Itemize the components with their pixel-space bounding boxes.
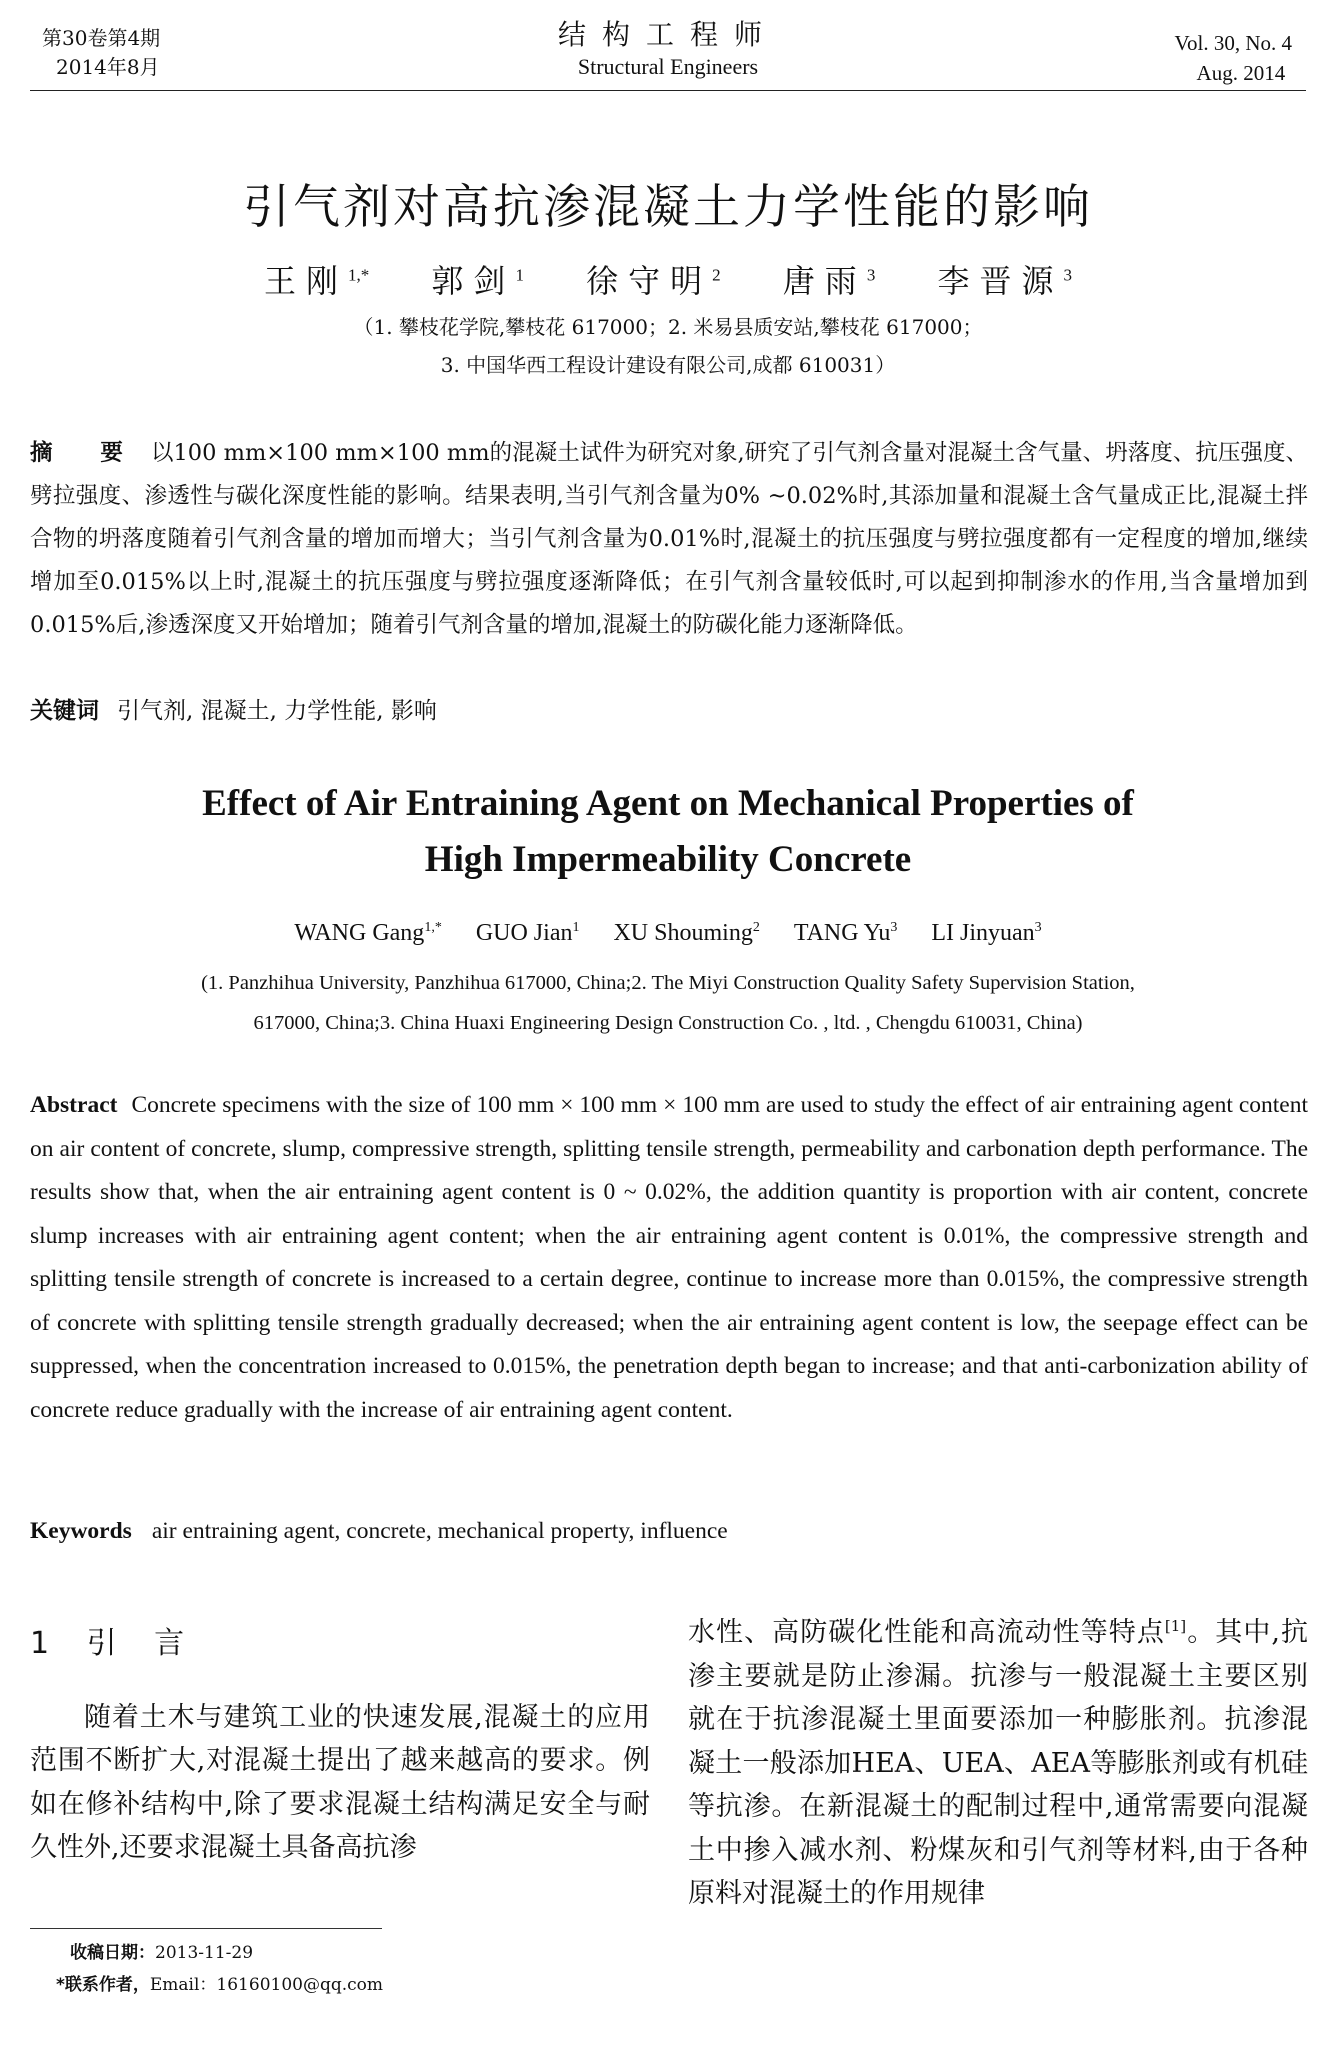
- affiliation-line: (1. Panzhihua University, Panzhihua 617000, China;2. The Miyi Construction Quality Safety Supervision Station,: [201, 972, 1135, 994]
- keywords-en: [30, 1518, 1308, 1545]
- abstract-cn-label: 摘 要: [30, 440, 143, 466]
- footnote-author: *联系作者，Email：16160100@qq.com: [56, 1975, 384, 1995]
- journal-name-cn: 结构工程师: [557, 18, 778, 51]
- affiliation-line: （1. 攀枝花学院,攀枝花 617000；2. 米易县质安站,攀枝花 617000；: [353, 315, 983, 339]
- header-right: [1175, 28, 1292, 88]
- authors-cn: [0, 256, 1336, 302]
- title-cn: 引气剂对高抗渗混凝土力学性能的影响: [243, 180, 1093, 235]
- header-center: [30, 18, 1306, 82]
- author-en: TANG Yu$^3$: [793, 920, 898, 946]
- date-cn: 2014年8月: [56, 55, 160, 79]
- author-cn: 李晋源$^3$: [937, 262, 1072, 300]
- footnote-rule: [30, 1928, 382, 1929]
- author-cn: 郭剑$^1$: [431, 262, 524, 300]
- journal-header: [30, 18, 1306, 91]
- keywords-en-text: air entraining agent, concrete, mechanical property, influence: [151, 1518, 728, 1544]
- date-en: Aug. 2014: [1196, 61, 1286, 85]
- body-paragraph: 随着土木与建筑工业的快速发展,混凝土的应用范围不断扩大,对混凝土提出了越来越高的要求。例如在修补结构中,除了要求混凝土结构满足安全与耐久性外,还要求混凝土具备高抗渗: [30, 1701, 650, 1863]
- affiliation-line: 617000, China;3. China Huaxi Engineering Design Construction Co. , ltd. , Chengdu 610031, China): [253, 1012, 1083, 1034]
- keywords-cn-label: 关键词: [30, 698, 99, 724]
- section-heading: 1 引 言: [30, 1626, 199, 1661]
- abstract-cn: [30, 432, 1308, 647]
- author-en: WANG Gang$^{1,*}$: [294, 920, 442, 946]
- abstract-en: [30, 1084, 1308, 1432]
- abstract-en-text: Concrete specimens with the size of 100 mm × 100 mm × 100 mm are used to study the effect of air entraining agent content on air content of concrete, slump, compressive strength, splitting tensile strength, permeability and carbonation depth performance. The results show that, when the air entraining agent content is 0 ~ 0.02%, the addition quantity is proportion with air content, concrete slump increases with air entraining agent content; when the air entraining agent content is 0.01%, the compressive strength and splitting tensile strength of concrete is increased to a certain degree, continue to increase more than 0.015%, the compressive strength of concrete with splitting tensile strength gradually decreased; when the air entraining agent content is low, the seepage effect can be suppressed, when the concentration increased to 0.015%, the penetration depth began to increase; and that anti-carbonization ability of concrete reduce gradually with the increase of air entraining agent content.: [30, 1092, 1308, 1423]
- author-en: LI Jinyuan$^3$: [931, 920, 1042, 946]
- body-column-left: [30, 1608, 650, 1870]
- keywords-en-label: Keywords: [30, 1518, 132, 1544]
- email-link[interactable]: Email：16160100@qq.com: [149, 1975, 384, 1995]
- title-en: [0, 776, 1336, 888]
- abstract-en-label: Abstract: [30, 1092, 118, 1118]
- author-cn: 唐雨$^3$: [782, 262, 876, 300]
- journal-name-en: Structural Engineers: [577, 54, 759, 79]
- author-cn: 徐守明$^2$: [586, 262, 721, 300]
- title-en-line2: High Impermeability Concrete: [424, 839, 912, 880]
- authors-en: [0, 920, 1336, 947]
- affiliations-en: [0, 963, 1336, 1043]
- body-column-right: [688, 1605, 1308, 1916]
- citation-ref[interactable]: [1]: [1164, 1617, 1187, 1635]
- abstract-cn-text: 以100 mm×100 mm×100 mm的混凝土试件为研究对象,研究了引气剂含量对混凝土含气量、坍落度、抗压强度、劈拉强度、渗透性与碳化深度性能的影响。结果表明,当引气剂含量为0% ~0.02%时,其添加量和混凝土含气量成正比,混凝土拌合物的坍落度随着引气剂含量的增加而增大；当引气剂含量为0.01%时,混凝土的抗压强度与劈拉强度都有一定程度的增加,继续增加至0.015%以上时,混凝土的抗压强度与劈拉强度逐渐降低；在引气剂含量较低时,可以起到抑制渗水的作用,当含量增加到0.015%后,渗透深度又开始增加；随着引气剂含量的增加,混凝土的防碳化能力逐渐降低。: [30, 440, 1308, 638]
- author-cn: 王刚$^{1,*}$: [263, 262, 370, 300]
- keywords-cn: [30, 692, 1308, 725]
- volume-en: Vol. 30, No. 4: [1174, 31, 1292, 55]
- affiliations-cn: [0, 308, 1336, 384]
- body-paragraph: 水性、高防碳化性能和高流动性等特点[1]。其中,抗渗主要就是防止渗漏。抗渗与一般混凝土主要区别就在于抗渗混凝土里面要添加一种膨胀剂。抗渗混凝土一般添加HEA、UEA、AEA等膨胀剂或有机硅等抗渗。在新混凝土的配制过程中,通常需要向混凝土中掺入减水剂、粉煤灰和引气剂等材料,由于各种原料对混凝土的作用规律: [688, 1617, 1309, 1909]
- author-en: GUO Jian$^1$: [475, 920, 580, 946]
- author-en: XU Shouming$^2$: [613, 920, 760, 946]
- volume-cn: 第30卷第4期: [42, 26, 161, 50]
- affiliation-line: 3. 中国华西工程设计建设有限公司,成都 610031）: [440, 353, 896, 377]
- title-en-line1: Effect of Air Entraining Agent on Mechanical Properties of: [202, 783, 1134, 824]
- footnote-received: 收稿日期：2013-11-29: [70, 1943, 254, 1963]
- keywords-cn-text: 引气剂, 混凝土, 力学性能, 影响: [117, 698, 437, 724]
